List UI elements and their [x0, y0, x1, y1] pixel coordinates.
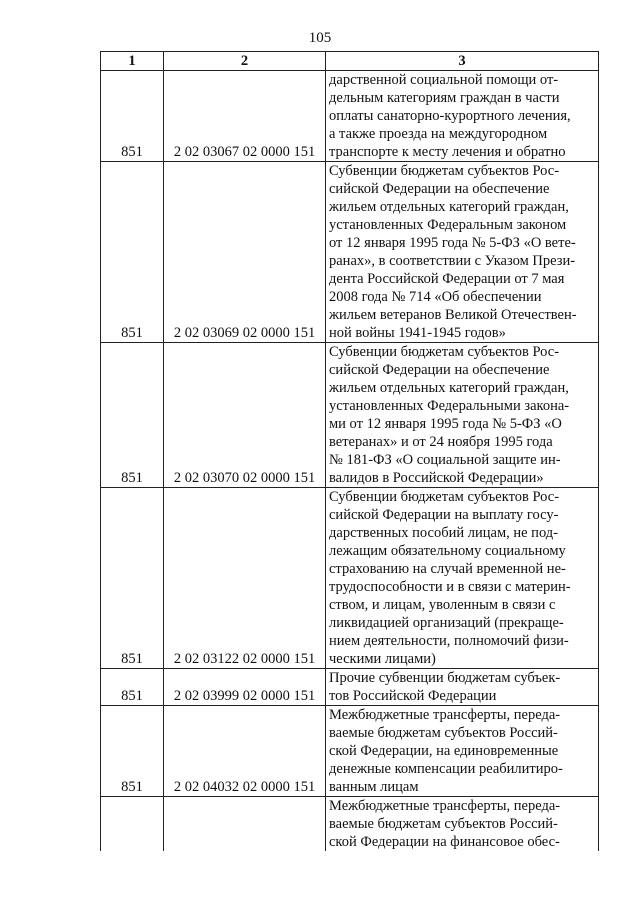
revenue-code-cell [164, 797, 326, 852]
table-row [101, 71, 599, 162]
description-cell: Межбюджетные трансферты, переда- ваемые бюджетам субъектов Россий- ской Федерации на финансовое обес- [326, 797, 599, 852]
description-cell: Субвенции бюджетам субъектов Рос- сийской Федерации на обеспечение жильем отдельных категорий граждан, установленных Федеральными закона- ми от 12 января 1995 года № 5-ФЗ «О ветеранах» и от 24 ноября 1995 года № 181-ФЗ «О социальной защите ин- валидов в Российской Федерации» [326, 343, 599, 488]
table-row [101, 162, 599, 343]
page-number: 105 [308, 30, 332, 46]
revenue-code-cell: 2 02 03067 02 0000 151 [164, 71, 326, 162]
revenue-code-cell: 2 02 03122 02 0000 151 [164, 488, 326, 669]
description-cell: Субвенции бюджетам субъектов Рос- сийской Федерации на выплату госу- дарственных пособий лицам, не под- лежащим обязательному социальному страхованию на случай временной не- трудоспособности и в связи с материн- ством, и лицам, уволенным в связи с ликвидацией организаций (прекраще- нием деятельности, полномочий физи- ческими лицами) [326, 488, 599, 669]
table-row [101, 706, 599, 797]
admin-code-cell: 851 [101, 162, 164, 343]
revenue-code-cell: 2 02 03070 02 0000 151 [164, 343, 326, 488]
table-row [101, 669, 599, 706]
description-cell: Межбюджетные трансферты, переда- ваемые бюджетам субъектов Россий- ской Федерации, на единовременные денежные компенсации реабилитиро- ванным лицам [326, 706, 599, 797]
admin-code-cell: 851 [101, 71, 164, 162]
revenue-code-cell: 2 02 04032 02 0000 151 [164, 706, 326, 797]
revenue-code-cell: 2 02 03069 02 0000 151 [164, 162, 326, 343]
table-row [101, 488, 599, 669]
description-cell: Прочие субвенции бюджетам субъек- тов Российской Федерации [326, 669, 599, 706]
admin-code-cell: 851 [101, 706, 164, 797]
column-header-3: 3 [326, 52, 599, 71]
admin-code-cell: 851 [101, 669, 164, 706]
column-header-1: 1 [101, 52, 164, 71]
description-cell: Субвенции бюджетам субъектов Рос- сийской Федерации на обеспечение жильем отдельных категорий граждан, установленных Федеральным законом от 12 января 1995 года № 5-ФЗ «О вете- ранах», в соответствии с Указом Прези- дента Российской Федерации от 7 мая 2008 года № 714 «Об обеспечении жильем ветеранов Великой Отечествен- ной войны 1941-1945 годов» [326, 162, 599, 343]
table-header-row [101, 52, 599, 71]
table-row [101, 797, 599, 852]
table-row [101, 343, 599, 488]
revenue-code-cell: 2 02 03999 02 0000 151 [164, 669, 326, 706]
column-header-2: 2 [164, 52, 326, 71]
description-cell: дарственной социальной помощи от- дельным категориям граждан в части оплаты санаторно-курортного лечения, а также проезда на междугородном транспорте к месту лечения и обратно [326, 71, 599, 162]
budget-classification-table [100, 51, 599, 851]
admin-code-cell: 851 [101, 488, 164, 669]
admin-code-cell [101, 797, 164, 852]
admin-code-cell: 851 [101, 343, 164, 488]
